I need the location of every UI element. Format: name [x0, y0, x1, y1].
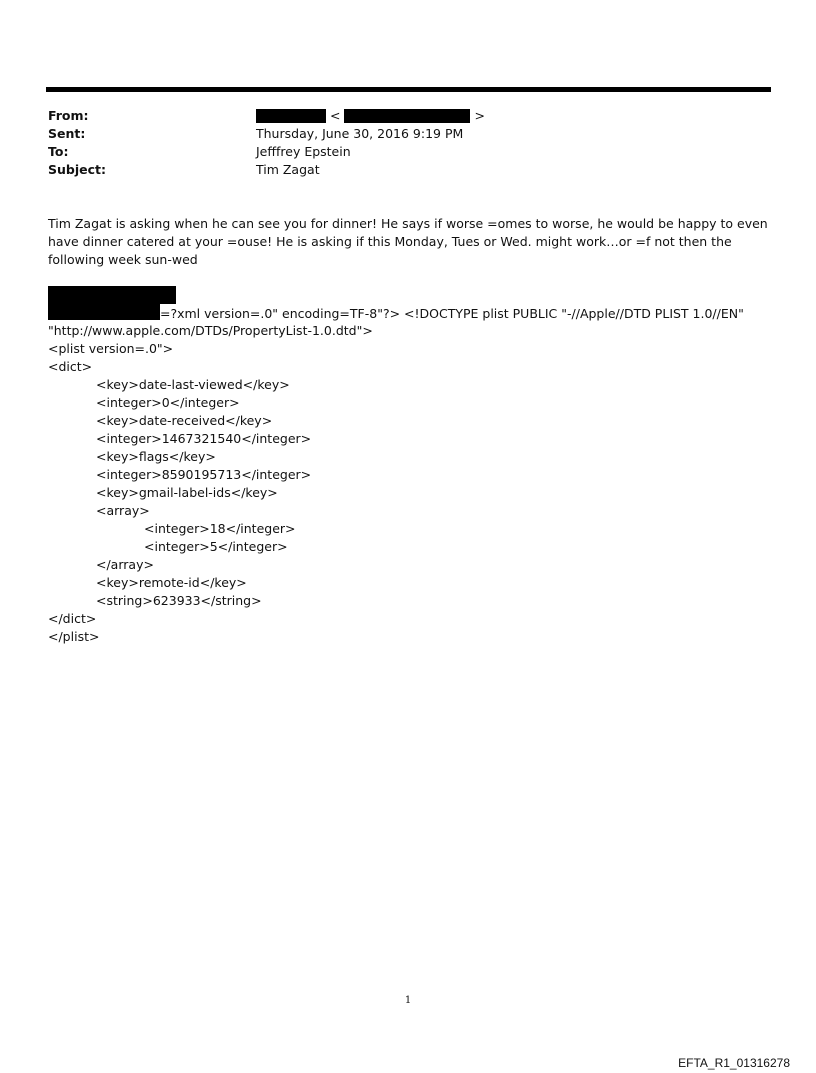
xml-line: <plist version=.0">	[48, 341, 174, 356]
redaction-box	[48, 304, 160, 320]
to-value: Jefffrey Epstein	[256, 144, 351, 159]
xml-line: <string>623933</string>	[96, 593, 262, 608]
xml-line: <key>date-received</key>	[96, 413, 273, 428]
xml-line	[48, 304, 788, 322]
xml-line: <integer>1467321540</integer>	[96, 431, 312, 446]
xml-line: <integer>0</integer>	[96, 395, 240, 410]
redaction-box	[344, 109, 470, 123]
xml-line: </dict>	[48, 611, 97, 626]
from-close-bracket: >	[474, 108, 485, 123]
xml-line: "http://www.apple.com/DTDs/PropertyList-1.0.dtd">	[48, 323, 373, 338]
sent-value: Thursday, June 30, 2016 9:19 PM	[256, 126, 464, 141]
xml-line: <key>remote-id</key>	[96, 575, 247, 590]
redaction-box	[48, 286, 176, 304]
xml-line: <integer>8590195713</integer>	[96, 467, 312, 482]
subject-label: Subject:	[48, 162, 106, 177]
bates-number: EFTA_R1_01316278	[678, 1056, 790, 1070]
from-label: From:	[48, 108, 89, 123]
xml-line: <key>flags</key>	[96, 449, 216, 464]
xml-line: </plist>	[48, 629, 100, 644]
from-value	[256, 107, 485, 125]
xml-line: <integer>18</integer>	[144, 521, 296, 536]
subject-value: Tim Zagat	[256, 162, 320, 177]
redaction-box	[256, 109, 326, 123]
xml-line: </array>	[96, 557, 154, 572]
message-body: Tim Zagat is asking when he can see you for dinner! He says if worse =omes to worse, he would be happy to even have dinner catered at your =ouse! He is asking if this Monday, Tues or Wed. might work…or =f not then the following week sun-wed	[48, 216, 768, 267]
header-rule	[46, 87, 771, 92]
xml-text: =?xml version=.0" encoding=TF-8"?> <!DOCTYPE plist PUBLIC "-//Apple//DTD PLIST 1.0//EN"	[160, 306, 744, 321]
from-open-bracket: <	[330, 108, 341, 123]
xml-line: <integer>5</integer>	[144, 539, 288, 554]
redaction-line	[48, 286, 788, 304]
xml-plist-block	[48, 286, 788, 646]
sent-label: Sent:	[48, 126, 86, 141]
page-number: 1	[404, 995, 412, 1006]
xml-line: <array>	[96, 503, 150, 518]
xml-line: <key>date-last-viewed</key>	[96, 377, 290, 392]
xml-line: <key>gmail-label-ids</key>	[96, 485, 278, 500]
to-label: To:	[48, 144, 69, 159]
xml-line: <dict>	[48, 359, 93, 374]
